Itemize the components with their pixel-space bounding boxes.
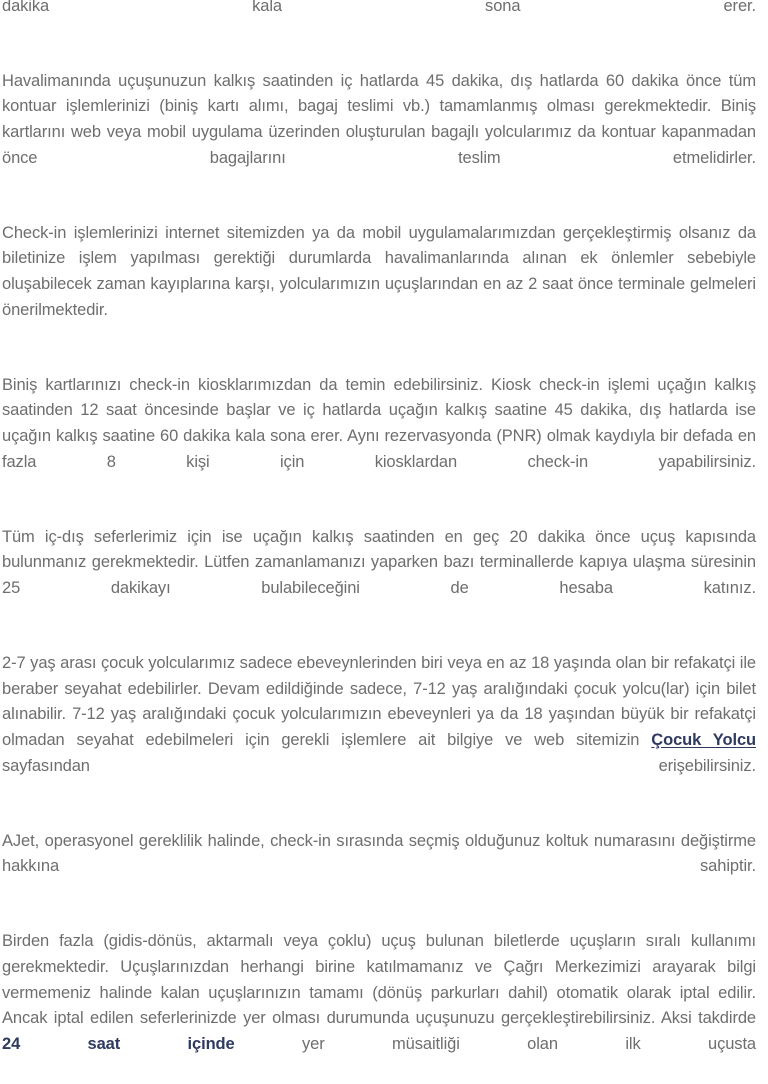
twenty-four-hour-emphasis: 24 saat içinde <box>2 1035 235 1054</box>
paragraph-multi-flight <box>2 929 756 1084</box>
paragraph-airport-counter: Havalimanında uçuşunuzun kalkış saatinden iç hatlarda 45 dakika, dış hatlarda 60 dakika önce tüm kontuar işlemlerinizi (biniş kartı alımı, bagaj teslimi vb.) tamamlanmış olması gerekmektedir. Biniş kartlarını web veya mobil uygulama üzerinden oluşturulan bagajlı yolcularımız da kontuar kapanmadan önce bagajlarını teslim etmelidirler. <box>2 71 756 167</box>
paragraph-text-lead: 2-7 yaş arası çocuk yolcularımız sadece ebeveynlerinden biri veya en az 18 yaşında olan bir refakatçi ile beraber seyahat edebilirler. Devam edildiğinde sadece, 7-12 yaş aralığındaki çocuk yolcu(lar) için bilet alınabilir. 7-12 yaş aralığındaki çocuk yolcularımızın ebeveynleri ya da 18 yaşından büyük bir refakatçi olmadan seyahat edebilmeleri için gerekli işlemlere ait bilgiye ve web sitemizin <box>2 653 756 750</box>
paragraph-kiosk: Biniş kartlarınızı check-in kiosklarımızdan da temin edebilirsiniz. Kiosk check-in işlemi uçağın kalkış saatinden 12 saat öncesinde başlar ve iç hatlarda uçağın kalkış saatine 45 dakika, dış hatlarda ise uçağın kalkış saatine 60 dakika kala sona erer. Aynı rezervasyonda (PNR) olmak kaydıyla bir defada en fazla 8 kişi için kiosklardan check-in yapabilirsiniz. <box>2 375 756 471</box>
paragraph-text-lead: Birden fazla (gidis-dönüs, aktarmalı veya çoklu) uçuş bulunan biletlerde uçuşların sıralı kullanımı gerekmektedir. Uçuşlarınızdan herhangi birine katılmamanız ve Çağrı Merkezimizi arayarak bilgi vermemeniz halinde kalan uçuşlarınızın tamamı (dönüş parkurları dahil) otomatik olarak iptal edilir. Ancak iptal edilen seferlerinizde yer olması durumunda uçuşunuzu gerçekleştirebilirsiniz. Aksi takdirde <box>2 931 756 1028</box>
paragraph-text-tail: sayfasından erişebilirsiniz. <box>2 756 756 775</box>
paragraph-continuation: dakika kala sona erer. <box>2 0 756 15</box>
paragraph-child-passenger <box>2 651 756 806</box>
paragraph-gate: Tüm iç-dış seferlerimiz için ise uçağın kalkış saatinden en geç 20 dakika önce uçuş kapısında bulunmanız gerekmektedir. Lütfen zamanlamanızı yaparken bazı terminallerde kapıya ulaşma süresinin 25 dakikayı bulabileceğini de hesaba katınız. <box>2 527 756 598</box>
child-passenger-link[interactable]: Çocuk Yolcu <box>651 731 756 750</box>
paragraph-checkin-online: Check-in işlemlerinizi internet sitemizden ya da mobil uygulamalarımızdan gerçekleştirmiş olsanız da biletinize işlem yapılması gerektiği durumlarda havalimanlarında alınan ek önlemler sebebiyle oluşabilecek zaman kayıplarına karşı, yolcularımızın uçuşlarından en az 2 saat önce terminale gelmeleri önerilmektedir. <box>2 223 756 319</box>
paragraph-text-tail: yer müsaitliği olan ilk uçusta <box>234 1035 757 1054</box>
paragraph-seat-change: AJet, operasyonel gereklilik halinde, check-in sırasında seçmiş olduğunuz koltuk numarasını değiştirme hakkına sahiptir. <box>2 831 756 876</box>
